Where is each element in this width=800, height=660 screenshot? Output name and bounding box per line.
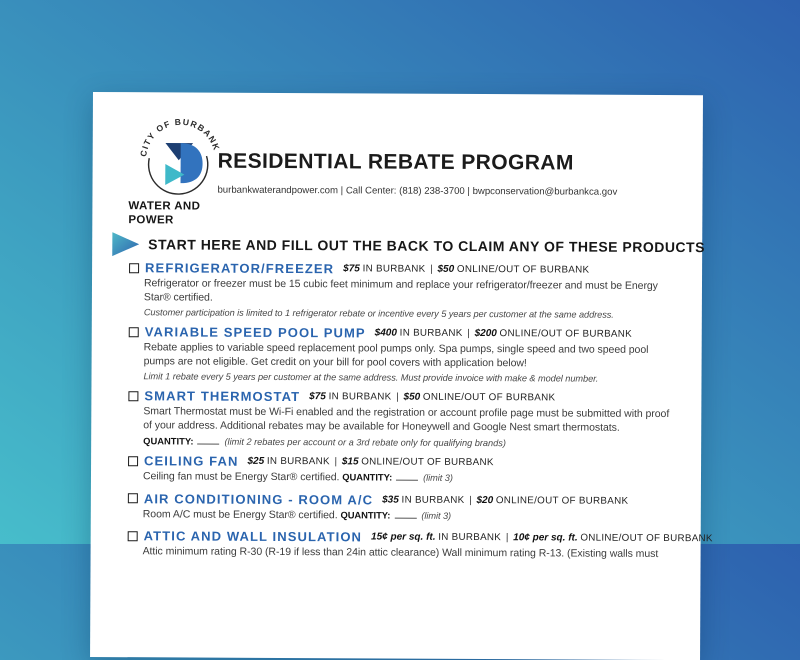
- product-section: [128, 324, 670, 384]
- price-online-amount: $20: [476, 494, 494, 506]
- start-banner-text: START HERE AND FILL OUT THE BACK TO CLAIM ANY OF THESE PRODUCTS: [148, 236, 706, 256]
- product-title: SMART THERMOSTAT: [144, 388, 301, 405]
- price-in-burbank-amount: $400: [374, 327, 397, 339]
- price-online-label: ONLINE/OUT OF BURBANK: [495, 494, 629, 507]
- page-title: RESIDENTIAL REBATE PROGRAM: [217, 149, 574, 175]
- product-section: [128, 453, 670, 486]
- price-in-burbank-amount: $75: [343, 263, 360, 275]
- price-online-label: ONLINE/OUT OF BURBANK: [580, 532, 713, 545]
- product-section: [128, 528, 713, 561]
- product-description: Room A/C must be Energy Star® certified. QUANTITY: (limit 3): [142, 507, 452, 522]
- price-in-burbank-label: IN BURBANK: [362, 263, 426, 275]
- price-separator: |: [396, 391, 399, 403]
- product-title: ATTIC AND WALL INSULATION: [143, 528, 363, 545]
- price-in-burbank-amount: $25: [247, 456, 265, 468]
- product-checkbox[interactable]: [128, 391, 138, 401]
- price-online-label: ONLINE/OUT OF BURBANK: [422, 391, 556, 404]
- fine-print: Limit 1 rebate every 5 years per customer at the same address. Must provide invoice with make & model number.: [143, 371, 599, 384]
- quantity-limit-note: (limit 3): [423, 472, 453, 484]
- product-checkbox[interactable]: [129, 327, 139, 337]
- price-online-amount: 10¢ per sq. ft.: [513, 532, 578, 544]
- org-name-line1: WATER AND: [128, 200, 201, 213]
- product-description: Ceiling fan must be Energy Star® certified. QUANTITY: (limit 3): [142, 470, 453, 484]
- quantity-label: QUANTITY:: [143, 435, 194, 447]
- price-online-amount: $15: [341, 456, 359, 468]
- product-description: Rebate applies to variable speed replacement pool pumps only. Spa pumps, single speed and two speed pool pumps are not eligible. Get credit on your bill for pool covers with application below!: [143, 341, 649, 369]
- price-separator: |: [334, 456, 338, 468]
- price-in-burbank-label: IN BURBANK: [266, 456, 330, 468]
- product-description: Attic minimum rating R-30 (R-19 if less than 24in attic clearance) Wall minimum rating R-13. (Existing walls must: [142, 545, 659, 561]
- price-online-label: ONLINE/OUT OF BURBANK: [361, 456, 494, 469]
- product-title-row: [128, 453, 670, 471]
- price-online-label: ONLINE/OUT OF BURBANK: [456, 263, 590, 276]
- product-section: [129, 260, 671, 320]
- logo-arc-text: CITY OF BURBANK: [138, 116, 223, 158]
- product-price: [371, 532, 713, 545]
- play-triangle-icon: [112, 232, 139, 256]
- product-list: [128, 260, 713, 569]
- price-in-burbank-amount: 15¢ per sq. ft.: [371, 531, 436, 544]
- quantity-limit-note: (limit 3): [421, 510, 452, 521]
- start-banner: [112, 232, 705, 259]
- price-separator: |: [430, 263, 433, 275]
- fine-print: Customer participation is limited to 1 refrigerator rebate or incentive every 5 years per customer at the same address.: [143, 307, 614, 320]
- product-description: Refrigerator or freezer must be 15 cubic feet minimum and replace your refrigerator/freezer and must be Energy Star® certified.: [143, 277, 658, 304]
- product-title: AIR CONDITIONING - ROOM A/C: [143, 490, 374, 508]
- product-title: VARIABLE SPEED POOL PUMP: [144, 324, 366, 341]
- price-online-label: ONLINE/OUT OF BURBANK: [499, 328, 633, 340]
- product-price: [247, 456, 493, 468]
- quantity-label: QUANTITY:: [342, 471, 393, 483]
- product-section: [128, 491, 670, 524]
- product-price: [309, 391, 555, 403]
- price-in-burbank-amount: $75: [309, 391, 326, 403]
- price-online-amount: $50: [437, 263, 455, 275]
- price-separator: |: [505, 532, 509, 544]
- price-online-amount: $200: [474, 328, 497, 340]
- product-title: CEILING FAN: [144, 453, 239, 469]
- quantity-limit-note: (limit 2 rebates per account or a 3rd rebate only for qualifying brands): [224, 436, 506, 449]
- product-price: [343, 263, 589, 275]
- org-name: [128, 200, 242, 228]
- product-title-row: [129, 324, 671, 342]
- contact-line: burbankwaterandpower.com | Call Center: (818) 238-3700 | bwpconservation@burbankca.gov: [217, 184, 618, 198]
- product-checkbox[interactable]: [128, 493, 138, 503]
- product-checkbox[interactable]: [128, 456, 138, 466]
- quantity-blank-field[interactable]: [394, 509, 416, 518]
- product-title: REFRIGERATOR/FREEZER: [145, 260, 335, 277]
- price-in-burbank-amount: $35: [382, 494, 399, 506]
- product-price: [375, 328, 632, 340]
- product-title-row: [128, 388, 670, 406]
- price-in-burbank-label: IN BURBANK: [401, 494, 465, 506]
- org-name-line2: POWER: [128, 213, 174, 226]
- price-in-burbank-label: IN BURBANK: [399, 327, 463, 340]
- product-section: [128, 388, 670, 449]
- product-checkbox[interactable]: [128, 531, 138, 541]
- product-checkbox[interactable]: [129, 263, 139, 273]
- price-separator: |: [469, 494, 472, 506]
- price-separator: |: [467, 328, 470, 340]
- product-title-row: [129, 260, 671, 278]
- quantity-label: QUANTITY:: [340, 509, 391, 521]
- product-title-row: [128, 491, 670, 509]
- product-description: Smart Thermostat must be Wi-Fi enabled and the registration or account profile page must be submitted with proof of your address. Additional rebates may be available for Honeywell and Google Nest smart thermostats.: [143, 405, 670, 434]
- price-in-burbank-label: IN BURBANK: [328, 391, 392, 403]
- price-online-amount: $50: [403, 391, 421, 403]
- rebate-flyer-page: [90, 92, 713, 660]
- quantity-blank-field[interactable]: [197, 436, 219, 445]
- price-in-burbank-label: IN BURBANK: [438, 532, 502, 544]
- product-price: [382, 494, 628, 506]
- quantity-blank-field[interactable]: [396, 472, 418, 481]
- quantity-row: [143, 435, 670, 449]
